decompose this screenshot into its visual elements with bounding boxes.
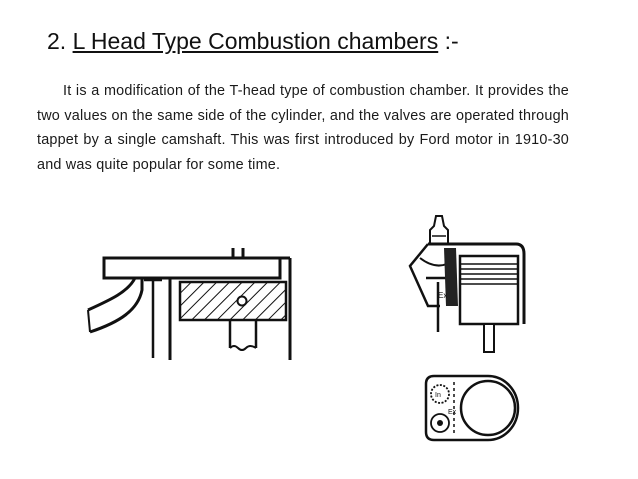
section-number: 2.: [47, 28, 67, 54]
ex-label-side: Ex: [438, 291, 448, 300]
title-suffix: :-: [438, 28, 459, 54]
description-paragraph: [37, 79, 569, 177]
l-head-section-diagram: [80, 240, 320, 370]
slide-title: [47, 26, 459, 56]
ex-label-plan: Ex: [448, 409, 457, 416]
title-text: L Head Type Combustion chambers: [72, 28, 439, 54]
paragraph-text: It is a modification of the T-head type of combustion chamber. It provides the two values on the same side of the cylinder, and the valves are operated through tappet by a single camshaft. This was first introduced by Ford motor in 1910-30 and was quite popular for some time.: [37, 83, 569, 173]
side-valve-engine-diagram: [398, 214, 528, 354]
in-label: In: [435, 392, 441, 399]
plan-view-diagram: [420, 368, 530, 448]
